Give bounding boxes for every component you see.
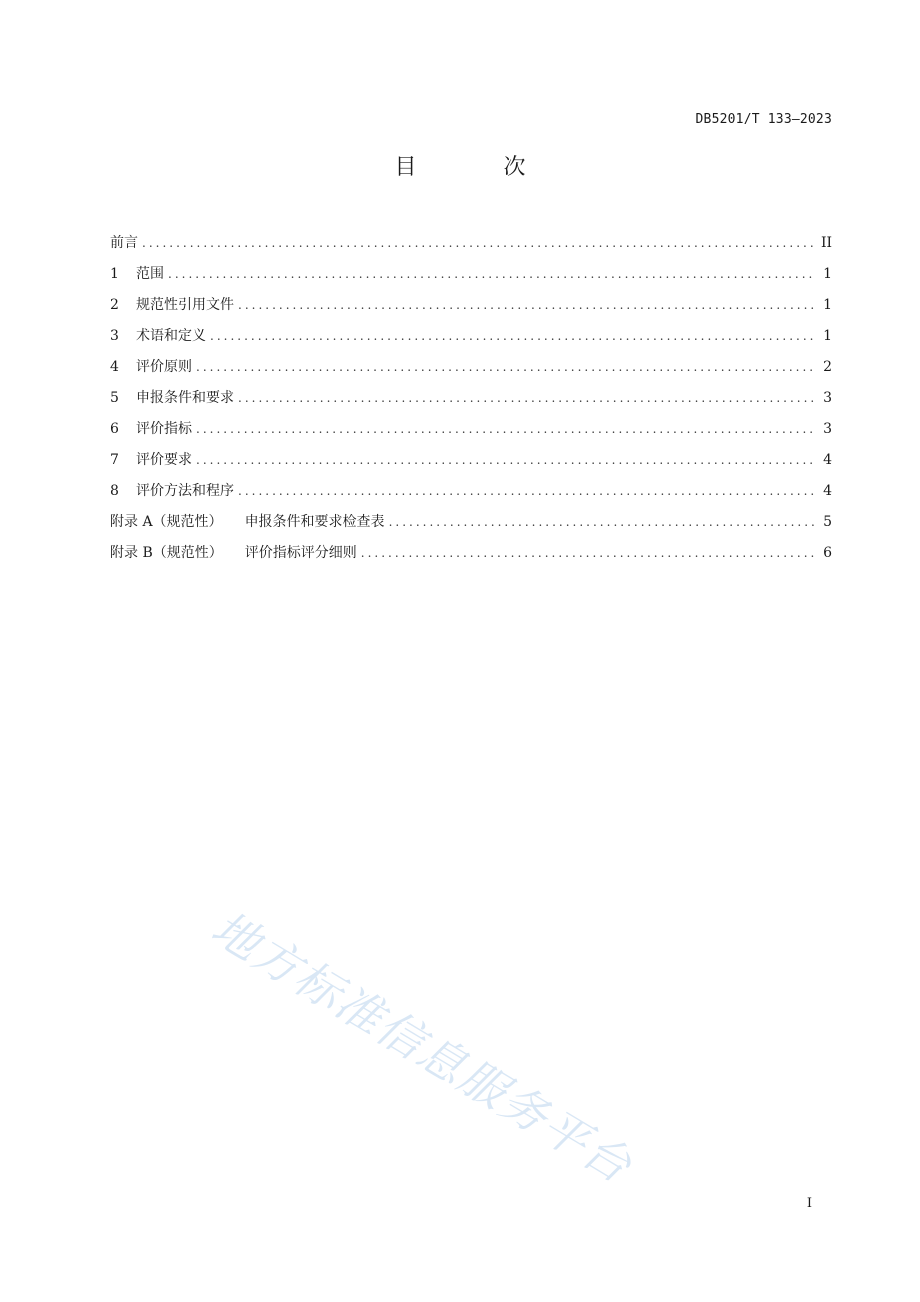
toc-leader-dots — [168, 261, 814, 287]
toc-entry-appendix-b[interactable] — [110, 540, 832, 571]
toc-entry-foreword[interactable] — [110, 230, 832, 261]
toc-title: 目 次 — [394, 155, 566, 180]
toc-entry-label: 范围 — [136, 266, 164, 282]
toc-entry-number: 1 — [110, 266, 119, 282]
toc-entry-label: 规范性引用文件 — [136, 297, 234, 313]
toc-entry-page: 5 — [823, 514, 832, 530]
toc-entry-page: II — [820, 235, 832, 251]
toc-entry-appendix-a[interactable] — [110, 509, 832, 540]
toc-entry-7[interactable] — [110, 447, 832, 478]
toc-leader-dots — [196, 416, 814, 442]
toc-entry-number: 8 — [110, 483, 119, 499]
toc-leader-dots — [142, 230, 813, 256]
toc-leader-dots — [238, 385, 814, 411]
toc-entry-page: 2 — [823, 359, 832, 375]
page-number: I — [806, 1196, 812, 1211]
toc-leader-dots — [196, 447, 814, 473]
toc-entry-label: 评价方法和程序 — [136, 483, 234, 499]
toc-entry-label: 评价指标评分细则 — [244, 545, 357, 561]
toc-appendix-prefix: 附录 A（规范性） — [110, 514, 223, 530]
toc-leader-dots — [361, 540, 814, 566]
toc-entry-page: 4 — [823, 452, 832, 468]
toc-appendix-prefix: 附录 B（规范性） — [110, 545, 223, 561]
toc-entry-label: 申报条件和要求 — [136, 390, 234, 406]
toc-entry-3[interactable] — [110, 323, 832, 354]
toc-entry-page: 3 — [823, 421, 832, 437]
toc-entry-label: 前言 — [110, 235, 138, 251]
toc-leader-dots — [389, 509, 814, 535]
toc-entry-8[interactable] — [110, 478, 832, 509]
toc-entry-number: 5 — [110, 390, 119, 406]
toc-entry-page: 1 — [823, 266, 832, 282]
toc-entry-label: 评价要求 — [136, 452, 192, 468]
toc-entry-number: 2 — [110, 297, 119, 313]
toc-entry-1[interactable] — [110, 261, 832, 292]
document-code: DB5201/T 133—2023 — [695, 112, 832, 127]
toc-entry-page: 1 — [823, 328, 832, 344]
toc-entry-number: 4 — [110, 359, 119, 375]
toc-entry-page: 6 — [823, 545, 832, 561]
toc-entry-label: 术语和定义 — [136, 328, 206, 344]
toc-entry-number: 7 — [110, 452, 119, 468]
toc-entry-number: 6 — [110, 421, 119, 437]
table-of-contents — [110, 230, 832, 571]
toc-entry-page: 4 — [823, 483, 832, 499]
toc-entry-label: 评价指标 — [136, 421, 192, 437]
toc-entry-page: 3 — [823, 390, 832, 406]
toc-entry-6[interactable] — [110, 416, 832, 447]
toc-leader-dots — [238, 292, 814, 318]
toc-leader-dots — [210, 323, 814, 349]
toc-leader-dots — [238, 478, 814, 504]
toc-entry-5[interactable] — [110, 385, 832, 416]
toc-entry-2[interactable] — [110, 292, 832, 323]
watermark: 地方标准信息服务平台 — [202, 900, 642, 1194]
toc-entry-4[interactable] — [110, 354, 832, 385]
toc-entry-number: 3 — [110, 328, 119, 344]
toc-leader-dots — [196, 354, 814, 380]
toc-entry-label: 评价原则 — [136, 359, 192, 375]
toc-entry-page: 1 — [823, 297, 832, 313]
toc-entry-label: 申报条件和要求检查表 — [244, 514, 385, 530]
